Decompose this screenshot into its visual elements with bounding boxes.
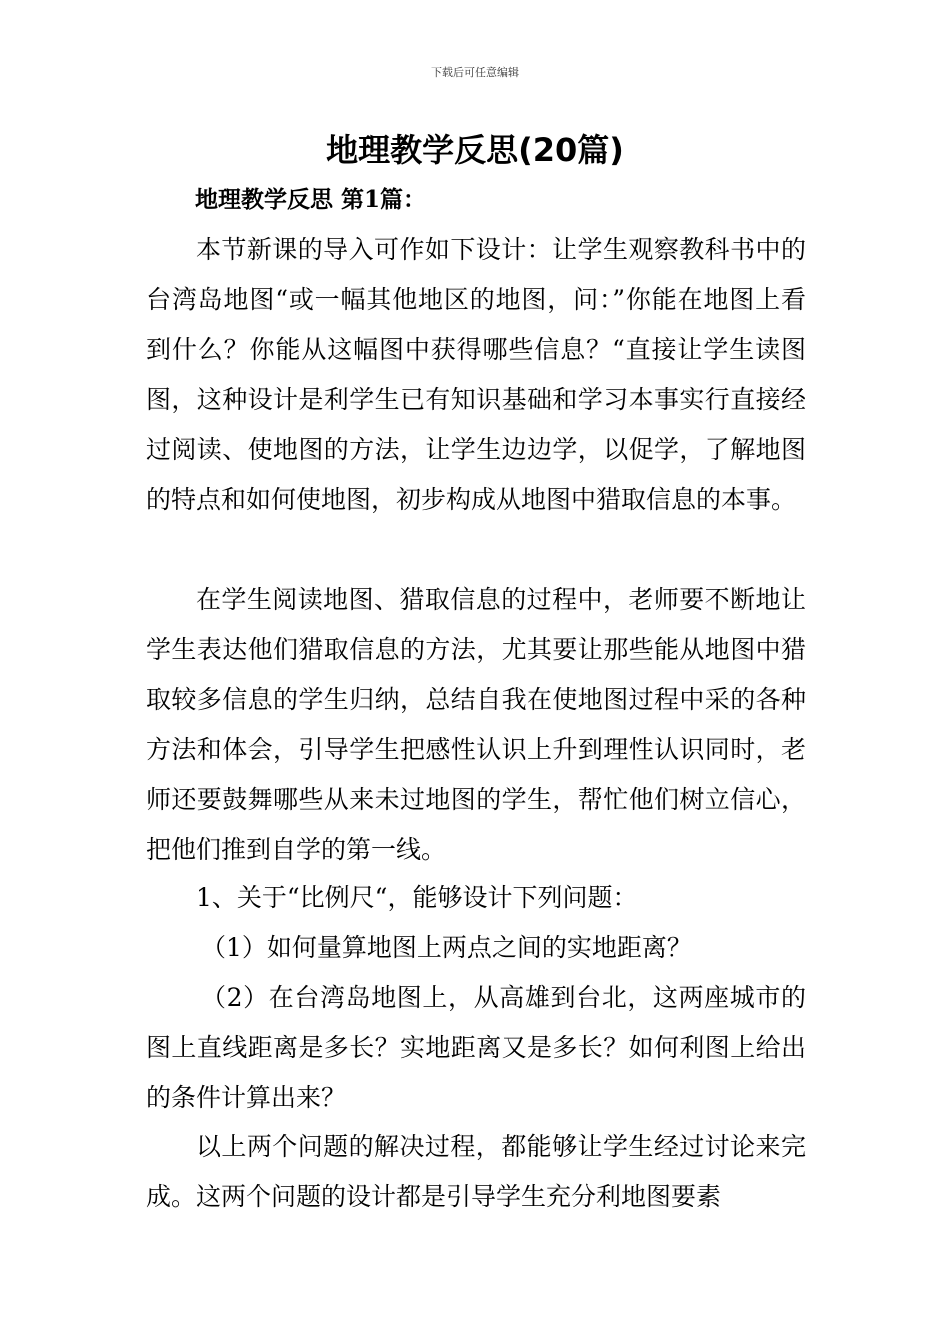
list-subitem-2: （2）在台湾岛地图上，从高雄到台北，这两座城市的图上直线距离是多长？实地距离又是多长？如何利图上给出的条件计算出来？ xyxy=(146,983,806,1112)
list-subitem-1: （1）如何量算地图上两点之间的实地距离？ xyxy=(201,933,692,962)
paragraph-block-3 xyxy=(146,873,806,1123)
paragraph-discussion: 以上两个问题的解决过程，都能够让学生经过讨论来完成。这两个问题的设计都是引导学生充分利地图要素 xyxy=(146,1132,806,1211)
paragraph-intro: 本节新课的导入可作如下设计：让学生观察教科书中的台湾岛地图“或一幅其他地区的地图，问：”你能在地图上看到什么？你能从这幅图中获得哪些信息？“直接让学生读图图，这种设计是利学生已有知识基础和学习本事实行直接经过阅读、使地图的方法，让学生边边学，以促学，了解地图的特点和如何使地图，初步构成从地图中猎取信息的本事。 xyxy=(146,235,806,514)
header-note: 下载后可任意编辑 xyxy=(431,66,519,79)
paragraph-reading-maps: 在学生阅读地图、猎取信息的过程中，老师要不断地让学生表达他们猎取信息的方法，尤其要让那些能从地图中猎取较多信息的学生归纳，总结自我在使地图过程中采的各种方法和体会，引导学生把感性认识上升到理性认识同时，老师还要鼓舞哪些从来未过地图的学生，帮忙他们树立信心，把他们推到自学的第一线。 xyxy=(146,585,806,864)
section-heading: 地理教学反思 第1篇： xyxy=(195,186,427,213)
document-title: 地理教学反思(20篇) xyxy=(326,131,624,169)
paragraph-block-1 xyxy=(146,225,806,525)
paragraph-block-4 xyxy=(146,1122,806,1222)
paragraph-block-2 xyxy=(146,575,806,875)
list-item-scale: 1、关于“比例尺“，能够设计下列问题： xyxy=(196,883,638,912)
